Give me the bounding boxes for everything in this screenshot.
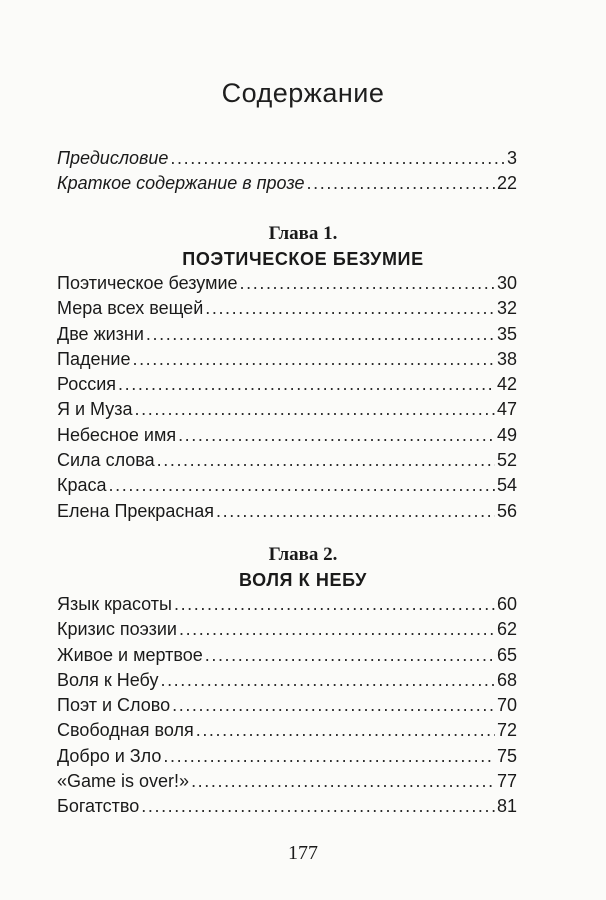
toc-entry-page: 75 [496,745,517,766]
toc-entry-label: Язык красоты [57,594,172,614]
toc-entry[interactable] [57,718,517,743]
toc-entry[interactable] [57,347,517,372]
toc-entry-page: 22 [496,173,517,194]
toc-entry-page: 56 [496,500,517,521]
toc-entry[interactable] [57,592,517,617]
toc-entry-label: Кризис поэзии [57,619,177,640]
leader-dots [179,617,495,642]
toc-entry-label: Краса [57,475,107,496]
toc-entry-label: Я и Муза [57,399,133,420]
toc-entry-label: Воля к Небу [57,669,159,690]
toc-entry[interactable] [57,171,517,196]
toc-entry-page: 68 [496,669,517,690]
toc-entry-label: Сила слова [57,450,155,471]
toc-entry-page: 38 [496,348,517,369]
toc-entry-label: Мера всех вещей [57,298,204,319]
toc-entry[interactable] [57,397,517,422]
toc-entry[interactable] [57,423,517,448]
toc-entry[interactable] [57,146,517,171]
toc-entry-page: 49 [496,424,517,445]
toc-entry[interactable] [57,448,517,473]
toc-entry-label: Падение [57,348,131,369]
leader-dots [157,448,495,473]
page-number: 177 [288,842,318,864]
toc-entry-page: 35 [496,323,517,344]
toc-entry[interactable] [57,372,517,397]
toc-entry[interactable] [57,617,517,642]
toc-entry[interactable] [57,693,517,718]
toc-entry-page: 47 [496,399,517,420]
chapter-1-heading [0,222,606,272]
leader-dots [174,592,495,617]
leader-dots [109,473,495,498]
leader-dots [163,744,495,769]
chapter-title: ВОЛЯ К НЕБУ [239,570,367,590]
chapter-2-heading [0,543,606,593]
toc-entry[interactable] [57,643,517,668]
toc-entry-page: 54 [496,475,517,496]
toc-entry-page: 65 [496,644,517,665]
chapter-1-list [57,271,517,524]
leader-dots [205,643,495,668]
toc-entry-label: Свободная воля [57,720,194,741]
leader-dots [135,397,495,422]
leader-dots [178,423,495,448]
leader-dots [240,271,495,296]
toc-entry-page: 81 [496,796,517,817]
toc-entry-page: 3 [506,148,517,168]
toc-entry-label: Небесное имя [57,424,177,445]
chapter-2-list [57,592,517,820]
leader-dots [307,171,495,196]
chapter-title: ПОЭТИЧЕСКОЕ БЕЗУМИЕ [182,249,424,269]
toc-entry-page: 77 [496,771,517,792]
leader-dots [146,322,495,347]
toc-entry-label: Богатство [57,796,140,817]
toc-entry[interactable] [57,271,517,296]
chapter-number: Глава 1. [268,223,338,244]
chapter-number: Глава 2. [268,544,338,565]
toc-entry-label: Поэтическое безумие [57,273,238,293]
toc-entry[interactable] [57,668,517,693]
leader-dots [191,769,495,794]
leader-dots [132,347,495,372]
toc-entry-page: 52 [496,450,517,471]
page-title: Содержание [221,78,385,108]
toc-entry[interactable] [57,296,517,321]
toc-entry-label: «Game is over!» [57,771,190,792]
toc-entry-label: Две жизни [57,323,144,344]
leader-dots [141,794,495,819]
toc-entry[interactable] [57,499,517,524]
toc-entry-page: 72 [496,720,517,741]
front-matter-list [57,146,517,197]
leader-dots [196,718,495,743]
toc-entry-label: Елена Прекрасная [57,500,215,521]
toc-entry-label: Краткое содержание в прозе [57,173,305,194]
leader-dots [160,668,494,693]
toc-entry-page: 42 [496,374,517,395]
toc-entry-page: 62 [496,619,517,640]
toc-entry[interactable] [57,322,517,347]
toc-entry[interactable] [57,744,517,769]
leader-dots [172,693,495,718]
leader-dots [216,499,495,524]
toc-entry-label: Россия [57,374,117,395]
leader-dots [205,296,495,321]
toc-entry[interactable] [57,769,517,794]
toc-entry-page: 60 [496,594,517,614]
toc-entry[interactable] [57,473,517,498]
leader-dots [118,372,495,397]
leader-dots [170,146,505,171]
toc-entry[interactable] [57,794,517,819]
toc-entry-page: 30 [496,273,517,293]
toc-entry-page: 32 [496,298,517,319]
toc-entry-label: Живое и мертвое [57,644,203,665]
toc-entry-page: 70 [496,695,517,716]
toc-entry-label: Добро и Зло [57,745,162,766]
toc-entry-label: Поэт и Слово [57,695,171,716]
toc-entry-label: Предисловие [57,148,169,168]
